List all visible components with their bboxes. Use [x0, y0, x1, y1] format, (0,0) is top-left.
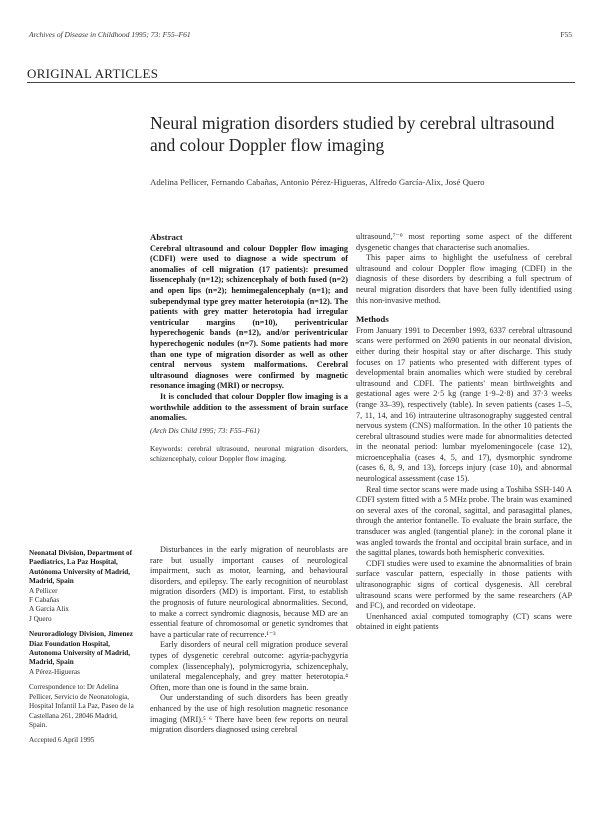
right-paragraph-2: This paper aims to highlight the usefulness of cerebral ultrasound and colour Doppler flow imaging (CDFI) in the diagnosis of these disorders by describing a full spectrum of neural migration disorders that have been fully identified using this non-invasive method. [356, 253, 572, 305]
abstract [150, 232, 348, 463]
journal-header: Archives of Disease in Childhood 1995; 73: F55–F61 [29, 30, 191, 39]
correspondence: Correspondence to: Dr Adelina Pellicer, Servicio de Neonatologia, Hospital Infantil La Paz, Paseo de la Castellana 261, 28046 Madrid, Spain. [29, 683, 134, 729]
affiliation-2-authors: A Pérez-Higueras [29, 667, 80, 676]
methods-heading: Methods [356, 314, 389, 325]
abstract-heading: Abstract [150, 232, 183, 242]
right-paragraph-1: ultrasound,⁷⁻⁹ most reporting some aspect of the different dysgenetic changes that characterise such anomalies. [356, 232, 572, 252]
introduction [150, 545, 348, 736]
abstract-paragraph-2: It is concluded that colour Doppler flow imaging is a worthwhile addition to the assessment of brain surface anomalies. [150, 391, 348, 423]
methods-paragraph-4: Unenhanced axial computed tomography (CT) scans were obtained in eight patients [356, 611, 572, 632]
abstract-citation: (Arch Dis Child 1995; 73: F55–F61) [150, 425, 260, 435]
affiliation-1-authors: A Pellicer F Cabañas A García Alix J Quero [29, 586, 69, 623]
methods-paragraph-1: From January 1991 to December 1993, 6337 cerebral ultrasound scans were performed on 2690 patients in our neonatal division, either during their hospital stay or after discharge. This study focuses on 17 patients who presented with different types of developmental brain anomalies which were studied by cerebral ultrasound and CDFI. The patients' mean birthweights and gestational ages were 2·5 kg (range 1·9–2·8) and 37·3 weeks (range 33–39), respectively (table). In seven patients (cases 1–5, 7, 11, 14, and 16) intrauterine ultrasonography suggested central nervous system (CNS) malformation. In the other 10 patients the cerebral ultrasound studies were made for abnormalities detected in the neonatal period: lumbar myelomeningocele (case 12), microencephalia (cases 4, 5, and 17), dysmorphic syndrome (cases 6, 8, 9, and 13), forceps injury (case 10), and abnormal neurological assessment (case 15). [356, 325, 572, 484]
affiliation-1: Neonatal Division, Department of Paediatrics, La Paz Hospital, Autónoma University of Madrid, Madrid, Spain [29, 549, 133, 586]
intro-paragraph-2: Early disorders of neural cell migration produce several types of dysgenetic cerebral outcome: agyria-pachygyria complex (lissencephaly), polymicrogyria, schizencephaly, unilateral megalencephaly, and grey matter heterotopia.⁴ Often, more than one is found in the same brain. [150, 640, 348, 692]
page-number: F55 [560, 30, 572, 39]
methods-paragraph-3: CDFI studies were used to examine the abnormalities of brain surface vascular pattern, especially in those patients with ultrasonographic signs of cortical dysgenesis. All cerebral ultrasound scans were performed by the same researchers (AP and FC), and recorded on videotape. [356, 558, 572, 611]
keywords: Keywords: cerebral ultrasound, neuronal migration disorders, schizencephaly, colour Doppler flow imaging. [150, 444, 348, 463]
intro-paragraph-3: Our understanding of such disorders has been greatly enhanced by the use of high resolution magnetic resonance imaging (MRI).⁵ ⁶ There have been few reports on neural migration disorders diagnosed using cerebral [150, 693, 348, 735]
methods-paragraph-2: Real time sector scans were made using a Toshiba SSH-140 A CDFI system fitted with a 5 MHz probe. The brain was examined on several axes of the coronal, sagittal, and parasagittal planes, through the anterior fontanelle. To evaluate the brain surface, the transducer was angled (tangential plane): in the coronal plane it was angled towards the frontal and occipital brain surface, and in the sagittal planes, towards both hemispheric convexities. [356, 484, 572, 558]
accepted-date: Accepted 6 April 1995 [29, 736, 95, 745]
section-rule [27, 82, 575, 83]
article-title: Neural migration disorders studied by cerebral ultrasound and colour Doppler flow imaging [150, 113, 555, 155]
intro-paragraph-1: Disturbances in the early migration of neuroblasts are rare but usually important causes of neurological impairment, such as motor, learning, and behavioural disorders, and epilepsy. The early recognition of neuroblast migration disorders (MD) is important. First, to establish the prognosis of future neurological abnormalities. Second, to make a correct syndromic diagnosis, because MD are an essential feature of chromosomal or genetic syndromes that have a particular rate of recurrence.¹⁻³ [150, 545, 348, 639]
affiliation-2: Neuroradiology Division, Jimenez Diaz Foundation Hospital, Autonoma University of Madrid, Madrid, Spain [29, 630, 133, 667]
author-list: Adelina Pellicer, Fernando Cabañas, Antonio Pérez-Higueras, Alfredo García-Alix, José Quero [150, 177, 485, 187]
right-column [356, 232, 572, 633]
section-heading: ORIGINAL ARTICLES [27, 66, 159, 81]
affiliations [29, 549, 135, 746]
abstract-paragraph-1: Cerebral ultrasound and colour Doppler flow imaging (CDFI) were used to diagnose a wide spectrum of anomalies of cell migration (17 patients): presumed lissencephaly (n=12); schizencephaly of both fused (n=2) and open lips (n=2); hemimegalencephaly (n=1); and subependymal type grey matter heterotopia (n=12). The patients with grey matter heterotopia had irregular ventricular margins (n=10), periventricular hyperechogenic bands (n=12), and/or periventricular hyperechogenic nodules (n=7). Some patients had more than one type of migration disorder as well as other central nervous system malformations. Cerebral ultrasound diagnoses were confirmed by magnetic resonance imaging (MRI) or necropsy. [150, 243, 348, 391]
